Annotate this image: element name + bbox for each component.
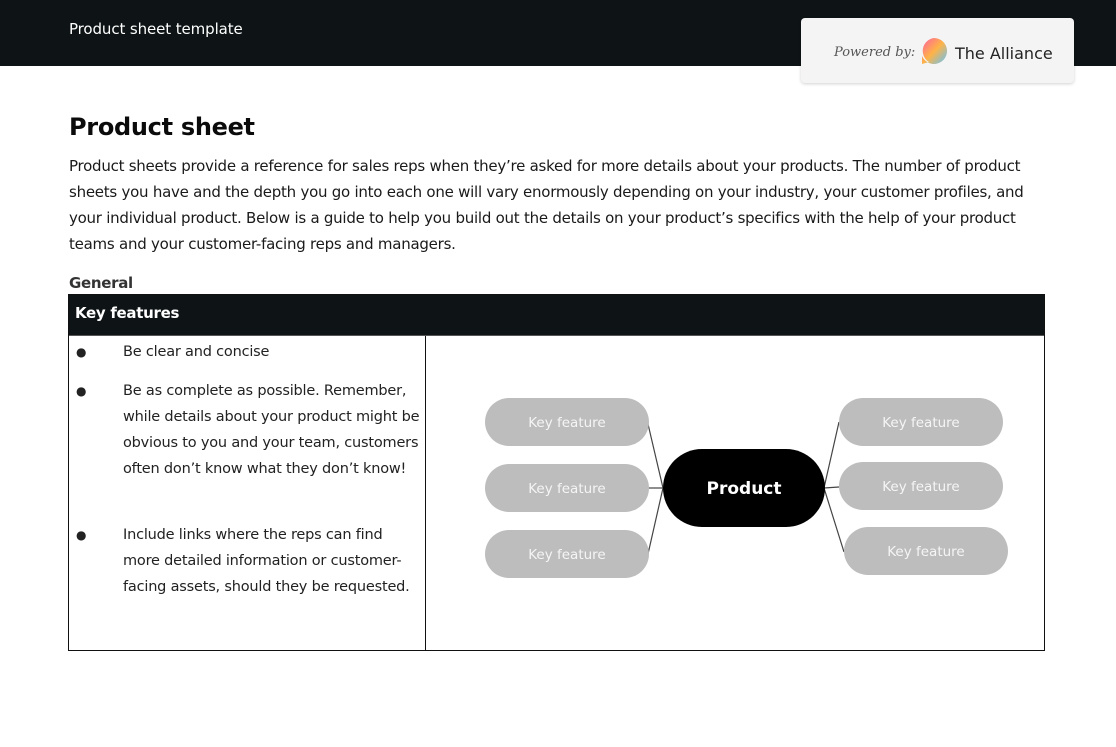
feature-label: Key feature <box>882 415 960 431</box>
connector-line <box>824 487 839 488</box>
brand-name: The Alliance <box>955 44 1053 63</box>
feature-label: Key feature <box>887 544 965 560</box>
feature-mindmap <box>426 336 1044 650</box>
list-item-text: Be as complete as possible. Remember, while details about your product might be obvious to you and your team, customers often don’t know what they don’t know! <box>123 383 420 477</box>
bullet-icon: ● <box>76 384 87 398</box>
left-feature-node <box>485 530 649 578</box>
intro-paragraph: Product sheets provide a reference for sales reps when they’re asked for more details about your products. The number of product sheets you have and the depth you go into each one will vary enormously depending on your industry, your customer profiles, and your individual product. Below is a guide to help you build out the details on your product’s specifics with the help of your product teams and your customer-facing reps and managers. <box>69 157 1024 253</box>
product-node <box>663 449 825 527</box>
bullet-icon: ● <box>76 528 87 542</box>
page-title: Product sheet <box>69 113 255 141</box>
feature-label: Key feature <box>528 415 606 431</box>
template-title: Product sheet template <box>69 20 243 38</box>
bullet-icon: ● <box>76 345 87 359</box>
key-features-table <box>68 294 1045 651</box>
list-item-text: Be clear and concise <box>123 344 270 360</box>
powered-by-badge[interactable] <box>801 18 1074 83</box>
right-feature-node <box>839 398 1003 446</box>
mindmap-column <box>426 336 1044 650</box>
product-label: Product <box>706 479 782 499</box>
feature-label: Key feature <box>528 481 606 497</box>
list-item-text: Include links where the reps can find more detailed information or customer-facing assets, should they be requested. <box>123 527 410 595</box>
feature-label: Key feature <box>528 547 606 563</box>
table-header <box>69 295 1044 336</box>
guidance-column <box>69 336 426 650</box>
left-feature-node <box>485 398 649 446</box>
right-feature-node <box>839 462 1003 510</box>
connector-line <box>648 424 663 488</box>
section-label: General <box>69 274 133 292</box>
feature-label: Key feature <box>882 479 960 495</box>
right-feature-node <box>844 527 1008 575</box>
connector-line <box>824 422 839 488</box>
connector-line <box>824 488 844 552</box>
alliance-logo-icon <box>919 36 949 66</box>
powered-by-label: Powered by: <box>834 45 916 60</box>
connector-line <box>648 488 663 554</box>
table-title: Key features <box>75 304 180 322</box>
left-feature-node <box>485 464 649 512</box>
